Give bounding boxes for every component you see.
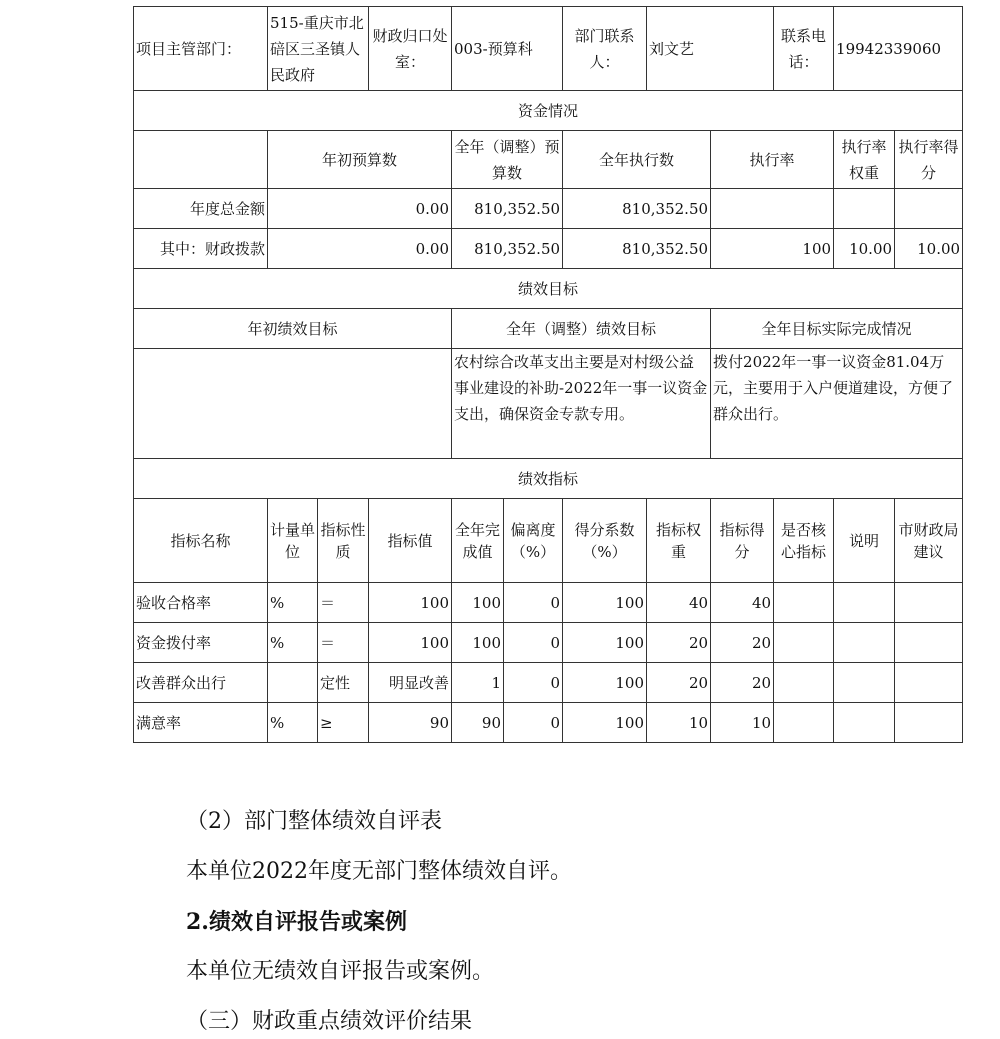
ind-core [774, 703, 834, 743]
dept-value: 515-重庆市北碚区三圣镇人民政府 [268, 7, 369, 91]
ind-coef: 100 [563, 703, 647, 743]
phone-value: 19942339060 [834, 7, 963, 91]
ind-unit [268, 663, 318, 703]
ind-note [834, 663, 895, 703]
ind-header-target: 指标值 [369, 499, 452, 583]
ind-name: 满意率 [134, 703, 268, 743]
dept-label: 项目主管部门： [134, 7, 268, 91]
ind-nature: ≥ [318, 703, 369, 743]
ind-header-coef: 得分系数（%） [563, 499, 647, 583]
table-row [134, 189, 963, 229]
ind-deviation: 0 [504, 583, 563, 623]
ind-nature: ＝ [318, 583, 369, 623]
phone-label: 联系电话： [774, 7, 834, 91]
ind-coef: 100 [563, 663, 647, 703]
body-paragraph: 本单位2022年度无部门整体绩效自评。 [186, 859, 572, 884]
ind-header-nature: 指标性质 [318, 499, 369, 583]
funds-row-rate: 100 [711, 229, 834, 269]
funds-row-score: 10.00 [895, 229, 963, 269]
funds-col-executed: 全年执行数 [563, 131, 711, 189]
ind-actual: 100 [452, 583, 504, 623]
funds-section-title: 资金情况 [134, 91, 963, 131]
ind-nature: ＝ [318, 623, 369, 663]
funds-row-executed: 810,352.50 [563, 189, 711, 229]
table-row [134, 703, 963, 743]
ind-advice [895, 663, 963, 703]
funds-row-label: 年度总金额 [134, 189, 268, 229]
finance-value: 003-预算科 [452, 7, 563, 91]
ind-target: 100 [369, 583, 452, 623]
table-row [134, 623, 963, 663]
funds-col-initial: 年初预算数 [268, 131, 452, 189]
ind-coef: 100 [563, 583, 647, 623]
ind-name: 资金拨付率 [134, 623, 268, 663]
ind-note [834, 623, 895, 663]
goals-col-actual: 全年目标实际完成情况 [711, 309, 963, 349]
funds-col-rate: 执行率 [711, 131, 834, 189]
contact-value: 刘文艺 [647, 7, 774, 91]
ind-target: 90 [369, 703, 452, 743]
ind-score: 20 [711, 623, 774, 663]
funds-header-row [134, 131, 963, 189]
ind-header-name: 指标名称 [134, 499, 268, 583]
ind-header-advice: 市财政局建议 [895, 499, 963, 583]
funds-row-weight: 10.00 [834, 229, 895, 269]
section-heading-key-evaluation: （三）财政重点绩效评价结果 [186, 1009, 473, 1034]
funds-row-rate [711, 189, 834, 229]
ind-deviation: 0 [504, 663, 563, 703]
body-paragraph: 本单位无绩效自评报告或案例。 [186, 959, 495, 984]
table-row [134, 663, 963, 703]
ind-weight: 20 [647, 623, 711, 663]
indicators-header-row [134, 499, 963, 583]
ind-note [834, 583, 895, 623]
section-heading-report: 2.绩效自评报告或案例 [186, 909, 407, 935]
goals-section-title: 绩效目标 [134, 269, 963, 309]
ind-note [834, 703, 895, 743]
ind-header-deviation: 偏离度（%） [504, 499, 563, 583]
ind-score: 10 [711, 703, 774, 743]
ind-advice [895, 623, 963, 663]
goals-col-initial: 年初绩效目标 [134, 309, 452, 349]
ind-target: 100 [369, 623, 452, 663]
ind-name: 改善群众出行 [134, 663, 268, 703]
header-row [134, 7, 963, 91]
goals-content-row [134, 349, 963, 459]
finance-label: 财政归口处室： [369, 7, 452, 91]
goals-actual-text: 拨付2022年一事一议资金81.04万元，主要用于入户便道建设，方便了群众出行。 [711, 349, 963, 459]
goals-initial-text [134, 349, 452, 459]
ind-header-note: 说明 [834, 499, 895, 583]
ind-weight: 20 [647, 663, 711, 703]
ind-nature: 定性 [318, 663, 369, 703]
funds-row-label: 其中：财政拨款 [134, 229, 268, 269]
ind-advice [895, 703, 963, 743]
goals-header-row [134, 309, 963, 349]
funds-row-score [895, 189, 963, 229]
funds-col-weight: 执行率权重 [834, 131, 895, 189]
section-heading-dept-overall: （2）部门整体绩效自评表 [186, 809, 442, 834]
ind-unit: % [268, 623, 318, 663]
ind-header-unit: 计量单位 [268, 499, 318, 583]
ind-actual: 90 [452, 703, 504, 743]
ind-name: 验收合格率 [134, 583, 268, 623]
ind-header-score: 指标得分 [711, 499, 774, 583]
ind-actual: 1 [452, 663, 504, 703]
ind-coef: 100 [563, 623, 647, 663]
funds-row-initial: 0.00 [268, 229, 452, 269]
funds-row-executed: 810,352.50 [563, 229, 711, 269]
ind-header-actual: 全年完成值 [452, 499, 504, 583]
funds-corner-cell [134, 131, 268, 189]
ind-target: 明显改善 [369, 663, 452, 703]
ind-unit: % [268, 583, 318, 623]
ind-score: 40 [711, 583, 774, 623]
funds-row-weight [834, 189, 895, 229]
table-row [134, 229, 963, 269]
indicators-section-title: 绩效指标 [134, 459, 963, 499]
goals-adjusted-text: 农村综合改革支出主要是对村级公益事业建设的补助-2022年一事一议资金支出，确保资金专款专用。 [452, 349, 711, 459]
funds-col-score: 执行率得分 [895, 131, 963, 189]
funds-row-adjusted: 810,352.50 [452, 189, 563, 229]
ind-core [774, 663, 834, 703]
funds-col-adjusted: 全年（调整）预算数 [452, 131, 563, 189]
ind-unit: % [268, 703, 318, 743]
ind-header-weight: 指标权重 [647, 499, 711, 583]
ind-deviation: 0 [504, 623, 563, 663]
ind-deviation: 0 [504, 703, 563, 743]
goals-col-adjusted: 全年（调整）绩效目标 [452, 309, 711, 349]
funds-row-adjusted: 810,352.50 [452, 229, 563, 269]
table-row [134, 583, 963, 623]
ind-weight: 10 [647, 703, 711, 743]
funds-row-initial: 0.00 [268, 189, 452, 229]
ind-actual: 100 [452, 623, 504, 663]
performance-evaluation-table [133, 6, 963, 743]
ind-core [774, 623, 834, 663]
contact-label: 部门联系人： [563, 7, 647, 91]
ind-header-core: 是否核心指标 [774, 499, 834, 583]
ind-weight: 40 [647, 583, 711, 623]
ind-advice [895, 583, 963, 623]
ind-score: 20 [711, 663, 774, 703]
ind-core [774, 583, 834, 623]
